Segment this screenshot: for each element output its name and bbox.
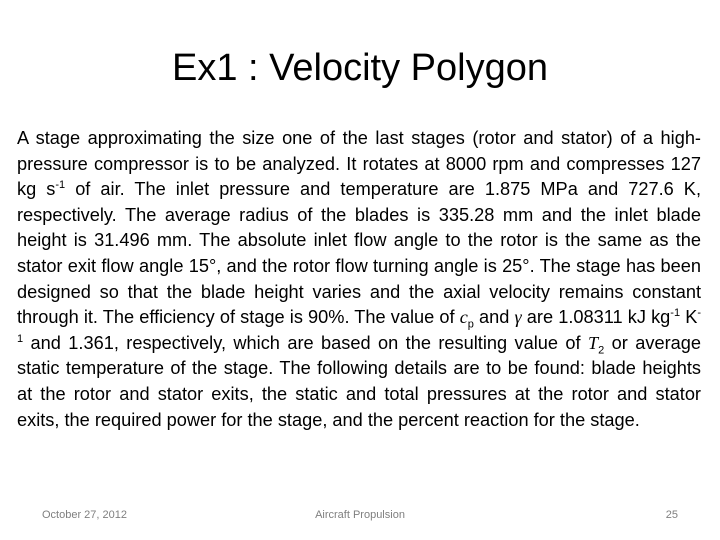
problem-text: or average static temperature of the stage. The following details are to be found: blade heights at the rotor and stator exits, the static and total pressures at the rotor and stator exits, the required power for the stage, and the percent reaction for the stage. bbox=[17, 332, 701, 430]
temperature-symbol: T bbox=[588, 332, 599, 353]
footer-date: October 27, 2012 bbox=[42, 509, 128, 521]
cp-symbol: c bbox=[459, 307, 468, 328]
temperature-subscript: 2 bbox=[598, 344, 605, 357]
problem-text: and bbox=[473, 307, 515, 328]
problem-text: of air. The inlet pressure and temperature are 1.875 MPa and 727.6 K, respectively. The average radius of the blades is 335.28 mm and the inlet blade height is 31.496 mm. The absolute inlet flow angle to the rotor is the same as the stator exit flow angle 15°, and the rotor flow turning angle is 25°. The stage has been designed so that the blade height varies and the axial velocity remains constant through it. The efficiency of stage is 90%. The value of bbox=[17, 179, 701, 328]
problem-text: K bbox=[680, 307, 698, 328]
problem-text: and 1.361, respectively, which are based on the resulting value of bbox=[23, 332, 588, 353]
exponent: -1 bbox=[55, 179, 66, 192]
footer-title: Aircraft Propulsion bbox=[315, 509, 405, 521]
problem-text: are 1.08311 kJ kg bbox=[521, 307, 671, 328]
cp-subscript: p bbox=[467, 318, 474, 331]
gamma-symbol: γ bbox=[514, 307, 522, 328]
page-number: 25 bbox=[665, 509, 678, 521]
problem-text: A stage approximating the size one of the last stages (rotor and stator) of a high-pressure compressor is to be analyzed. It rotates at 8000 rpm and compresses 127 kg s bbox=[17, 128, 701, 200]
exponent: -1 bbox=[670, 307, 681, 320]
exponent: -1 bbox=[17, 307, 701, 345]
problem-statement bbox=[17, 126, 701, 433]
slide-title: Ex1 : Velocity Polygon bbox=[172, 47, 548, 89]
